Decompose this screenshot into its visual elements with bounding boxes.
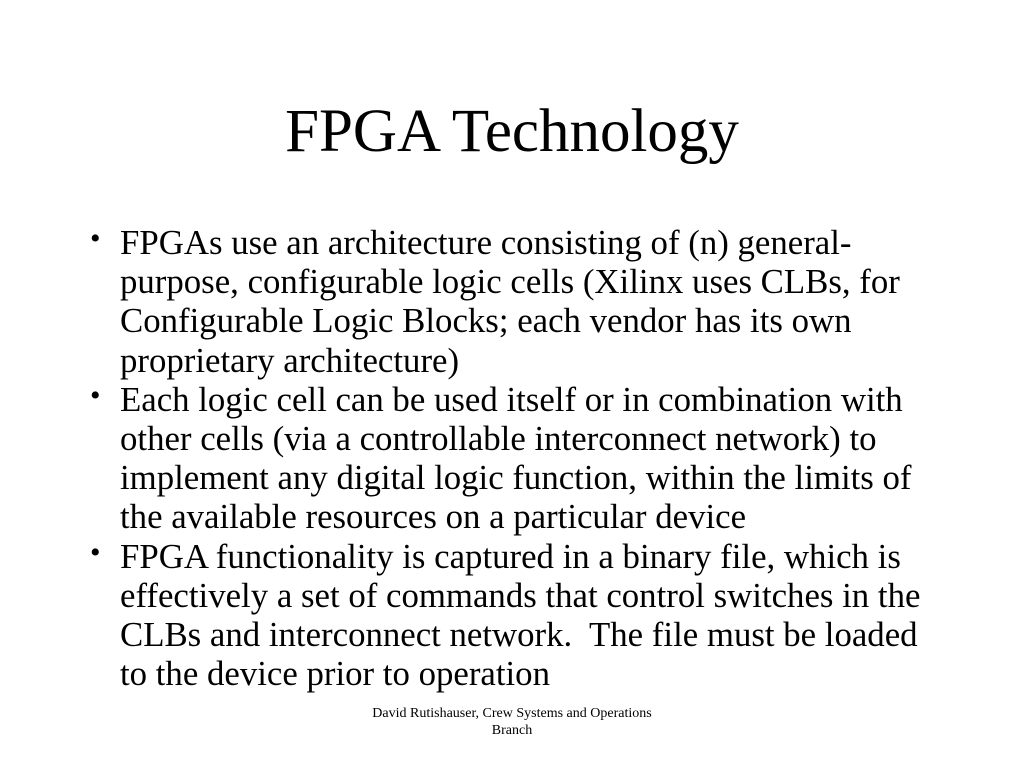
bullet-list [90,222,935,694]
footer-branch-line: Branch [491,723,533,738]
bullet-text-fpga-architecture: FPGAs use an architecture consisting of (n) general-purpose, configurable logic cells (Xilinx uses CLBs, for Configurable Logic Blocks; each vendor has its own proprietary architecture) [120,223,909,380]
bullet-item [90,222,935,380]
slide-title: FPGA Technology [285,98,739,165]
bullet-text-logic-cell-usage: Each logic cell can be used itself or in combination with other cells (via a controllable interconnect network) to implement any digital logic function, within the limits of the available resources on a particular device [120,379,921,537]
footer-author-line: David Rutishauser, Crew Systems and Operations [372,706,652,721]
bullet-item [90,378,935,537]
bullet-point-icon: • [90,378,101,412]
slide-footer [0,705,1024,739]
bullet-point-icon: • [90,222,101,255]
bullet-text-binary-file: FPGA functionality is captured in a binary file, which is effectively a set of commands that control switches in the CLBs and interconnect network. The file must be loaded to the device prior to operation [120,536,930,694]
bullet-item [90,535,935,694]
bullet-point-icon: • [90,535,101,569]
